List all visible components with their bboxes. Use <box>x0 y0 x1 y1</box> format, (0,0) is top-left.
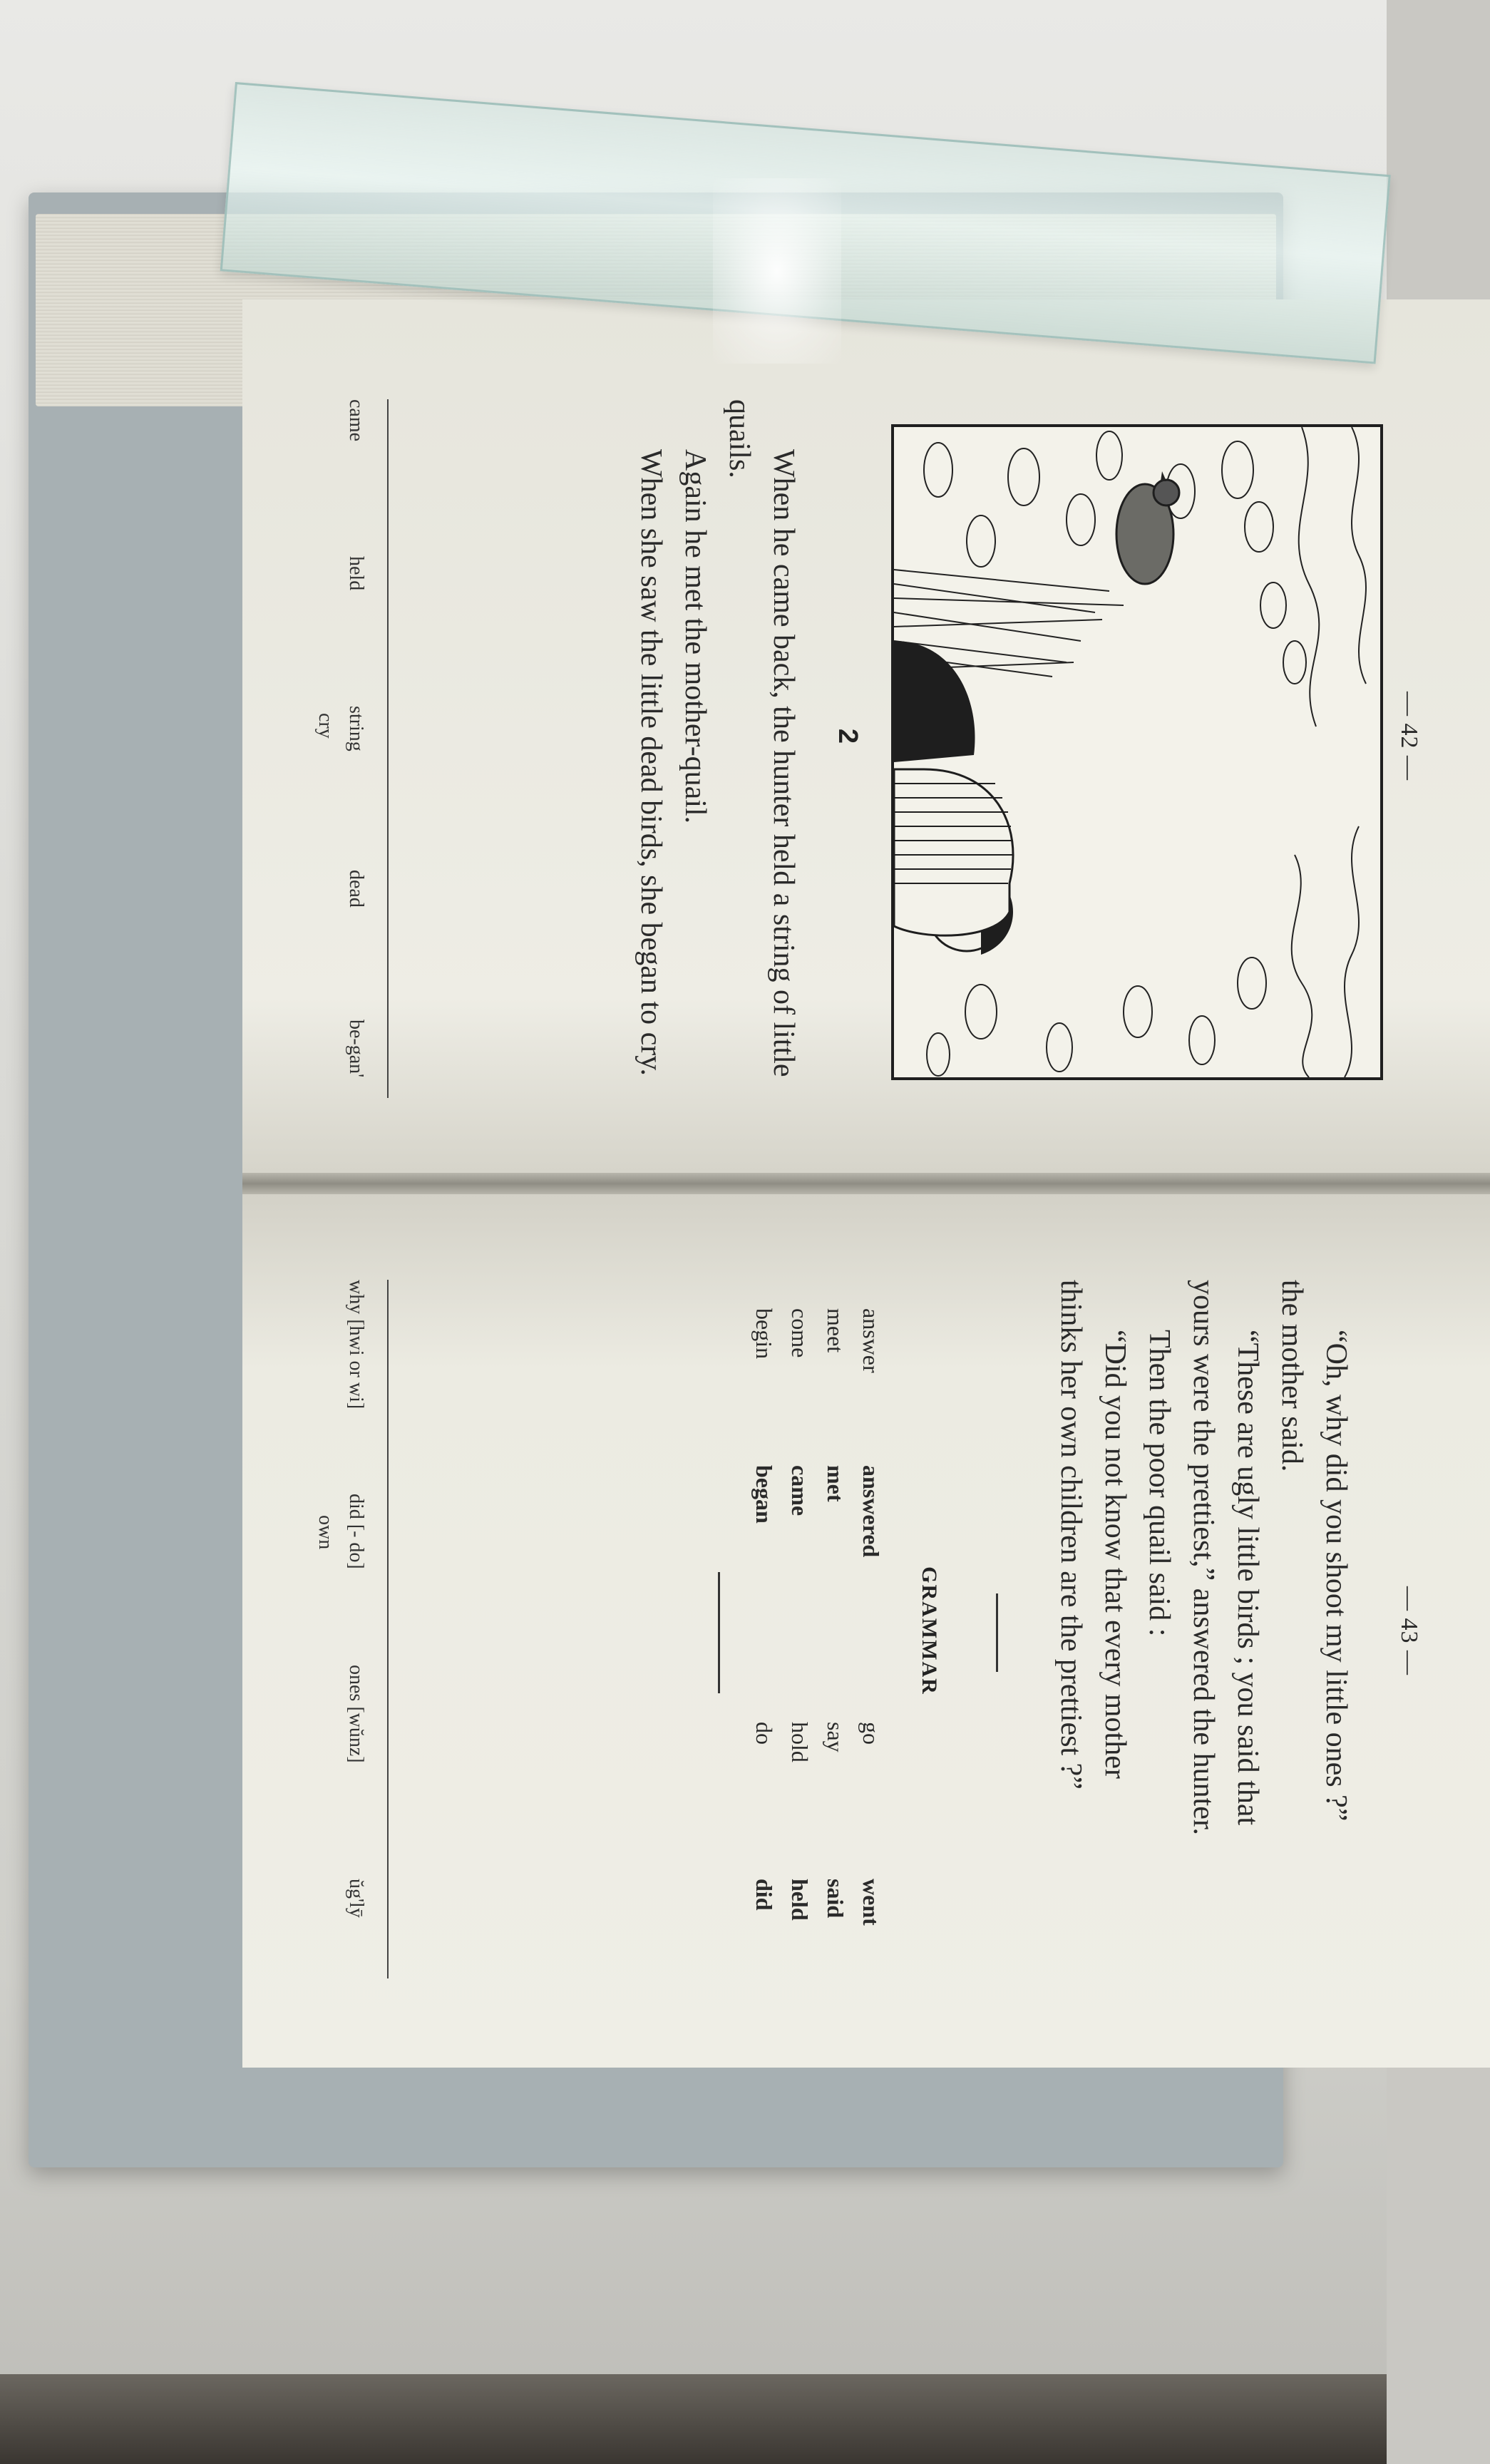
grammar-divider <box>718 1572 720 1693</box>
grammar-past: came <box>787 1465 813 1516</box>
hunter-figure <box>894 641 1013 955</box>
vocab-ones: ones [wŭnz] <box>345 1665 367 1763</box>
vocab-began: be-gan' <box>345 1020 367 1078</box>
vocab-did: did [- do] <box>345 1494 367 1569</box>
page-42 <box>242 299 1490 1173</box>
line-prettiest: thinks her own children are the prettiest ?” <box>1054 1280 1087 1790</box>
story-text-left <box>629 399 806 1098</box>
grammar-past: answered <box>858 1465 884 1558</box>
grammar-base: go <box>858 1722 884 1745</box>
grammar-base: meet <box>823 1308 848 1353</box>
vocab-divider <box>387 1280 389 1978</box>
open-book-spread <box>242 299 1490 2068</box>
paragraph-began-to-cry: When she saw the little dead birds, she began to cry. <box>634 449 667 1077</box>
grammar-past: said <box>823 1879 848 1919</box>
vocab-divider <box>387 399 389 1098</box>
section-divider <box>996 1593 998 1672</box>
vocab-dead: dead <box>345 870 367 908</box>
grammar-past: began <box>751 1465 777 1524</box>
grammar-base: hold <box>787 1722 813 1762</box>
grammar-base: say <box>823 1722 848 1752</box>
line-poor-quail-said: Then the poor quail said : <box>1143 1330 1176 1637</box>
story-text-right <box>1049 1280 1358 1978</box>
grammar-past: went <box>858 1879 884 1926</box>
vocab-why: why [hwi or wi] <box>345 1280 367 1410</box>
line-answered-hunter: yours were the prettiest,” answered the hunter. <box>1187 1280 1220 1836</box>
vocab-cry: cry <box>314 713 336 739</box>
floor-edge <box>0 2374 1387 2464</box>
vocab-string: string <box>345 706 367 751</box>
paragraph-hunter-returns: When he came back, the hunter held a string of little quails. <box>723 399 800 1077</box>
page-number: — 43 — <box>1396 1586 1422 1675</box>
vocab-own: own <box>314 1515 336 1550</box>
vocab-came: came <box>345 399 367 442</box>
grammar-past: met <box>823 1465 848 1502</box>
quail-bird <box>1116 471 1179 584</box>
page-43 <box>242 1194 1490 2068</box>
hunter-quail-drawing <box>894 427 1380 1077</box>
vocab-held: held <box>345 556 367 591</box>
grammar-base: begin <box>751 1308 777 1360</box>
grammar-base: answer <box>858 1308 884 1373</box>
book-gutter <box>242 1173 1490 1194</box>
grammar-base: come <box>787 1308 813 1358</box>
section-number: 2 <box>833 728 863 744</box>
grammar-past: held <box>787 1879 813 1921</box>
line-every-mother: “Did you not know that every mother <box>1099 1330 1131 1779</box>
grammar-heading: GRAMMAR <box>918 1566 941 1695</box>
line-mother-said: the mother said. <box>1275 1280 1308 1472</box>
grammar-past: did <box>751 1879 777 1911</box>
line-why-did-you-shoot: “Oh, why did you shoot my little ones ?” <box>1320 1330 1352 1822</box>
page-number: — 42 — <box>1396 692 1422 781</box>
line-ugly-little-birds: “These are ugly little birds ; you said that <box>1231 1330 1264 1826</box>
illustration-hunter-and-quail <box>891 424 1383 1080</box>
light-glare <box>713 178 841 364</box>
grammar-base: do <box>751 1722 777 1745</box>
vocab-ugly: ŭg'lȳ <box>345 1879 367 1918</box>
paragraph-met-mother-quail: Again he met the mother-quail. <box>679 449 711 824</box>
